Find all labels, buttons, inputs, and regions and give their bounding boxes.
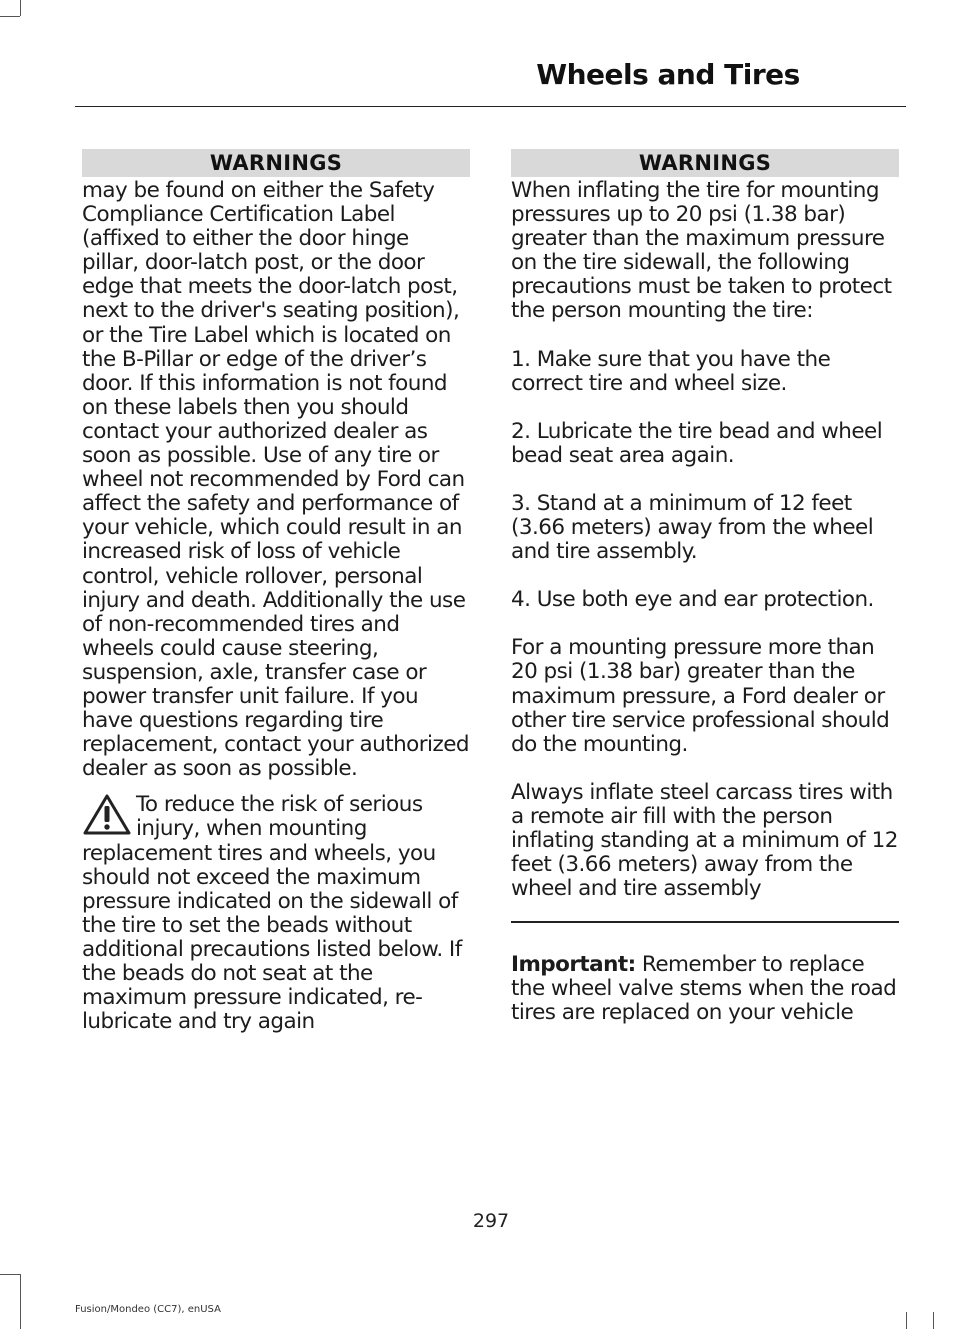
inflation-intro: When inflating the tire for mounting pressures up to 20 psi (1.38 bar) greater than the maximum pressure on the tire sidewall, the following precautions must be taken to protect the person mounting the tire:	[511, 178, 892, 324]
section-divider	[511, 921, 899, 923]
title-rule	[75, 106, 906, 107]
crop-mark-top-left-v	[20, 0, 21, 16]
crop-mark-bottom-left-v	[20, 1274, 21, 1329]
crop-mark-bottom-right-v2	[933, 1312, 934, 1329]
steel-carcass-note: Always inflate steel carcass tires with a remote air fill with the person inflating standing at a minimum of 12 feet (3.66 meters) away from the wheel and tire assembly	[511, 779, 898, 902]
important-note	[511, 953, 899, 1025]
crop-mark-bottom-left-h	[0, 1274, 20, 1275]
warning-continued-text: may be found on either the Safety Compliance Certification Label (affixed to either the door hinge pillar, door-latch post, or the door edge that meets the door-latch post, next to the driver's seating position), or the Tire Label which is located on the B-Pillar or edge of the driver’s door. If this information is not found on these labels then you should contact your authorized dealer as soon as possible. Use of any tire or wheel not recommended by Ford can affect the safety and performance of your vehicle, which could result in an increased risk of loss of vehicle control, vehicle rollover, personal injury and death. Additionally the use of non-recommended tires and wheels could cause steering, suspension, axle, transfer case or power transfer unit failure. If you have questions regarding tire replacement, contact your authorized dealer as soon as possible.	[82, 178, 469, 782]
page-number: 297	[472, 1210, 510, 1232]
right-column	[511, 149, 899, 1026]
left-column	[82, 149, 470, 1034]
document-id: Fusion/Mondeo (CC7), enUSA	[75, 1304, 221, 1315]
important-label: Important:	[511, 952, 636, 978]
crop-mark-bottom-right-v1	[906, 1312, 907, 1329]
page-title: Wheels and Tires	[536, 58, 800, 91]
important-text: Remember to replace the wheel valve stems when the road tires are replaced on your vehicle	[511, 952, 897, 1026]
warnings-heading-left: WARNINGS	[82, 149, 470, 177]
warning-text: To reduce the risk of serious injury, when mounting replacement tires and wheels, you should not exceed the maximum pressure indicated on the sidewall of the tire to set the beads without additional precautions listed below. If the beads do not seat at the maximum pressure indicated, re-lubricate and try again	[82, 792, 462, 1035]
crop-mark-top-left-h	[0, 16, 20, 17]
mounting-note: For a mounting pressure more than 20 psi (1.38 bar) greater than the maximum pressure, a Ford dealer or other tire service professional should do the mounting.	[511, 635, 890, 757]
step-4: 4. Use both eye and ear protection.	[511, 587, 874, 613]
step-3: 3. Stand at a minimum of 12 feet (3.66 meters) away from the wheel and tire assembly.	[511, 490, 874, 565]
warning-block	[82, 793, 470, 1034]
step-1: 1. Make sure that you have the correct tire and wheel size.	[511, 346, 831, 396]
hazard-triangle-icon	[82, 793, 132, 837]
step-2: 2. Lubricate the tire bead and wheel bead seat area again.	[511, 418, 883, 468]
warnings-heading-right: WARNINGS	[511, 149, 899, 177]
